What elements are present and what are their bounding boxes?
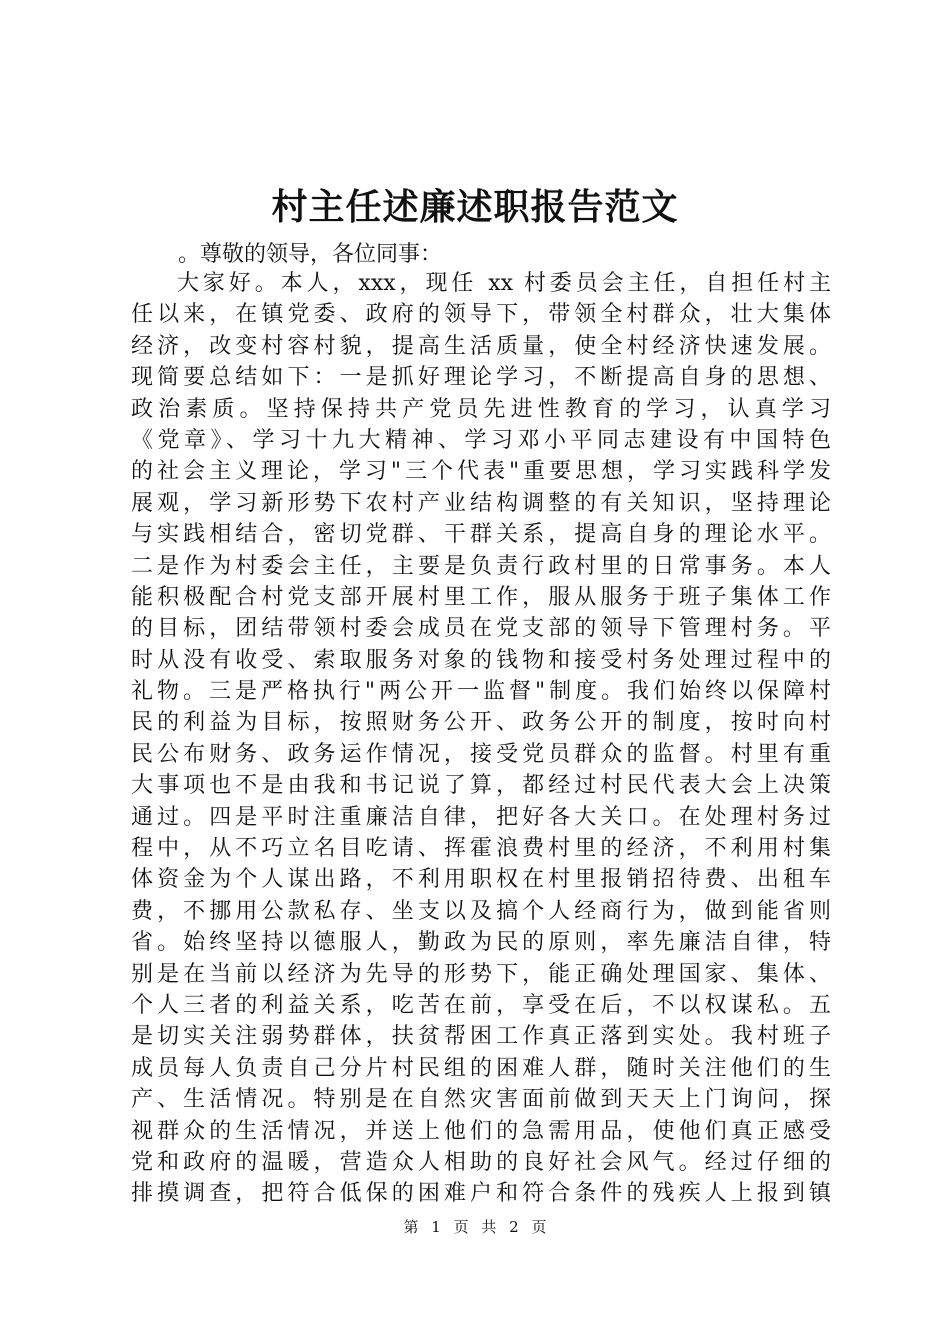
body-line: 别是在当前以经济为先导的形势下，能正确处理国家、集体、 xyxy=(131,961,831,987)
body-line: 的社会主义理论，学习"三个代表"重要思想，学习实践科学发 xyxy=(131,459,831,485)
page-number-footer: 第 1 页 共 2 页 xyxy=(403,1218,547,1236)
body-line: 通过。四是平时注重廉洁自律，把好各大关口。在处理村务过 xyxy=(131,804,831,830)
body-line: 个人三者的利益关系，吃苦在前，享受在后，不以权谋私。五 xyxy=(131,992,831,1018)
body-line: 产、生活情况。特别是在自然灾害面前做到天天上门询问，探 xyxy=(131,1087,831,1113)
document-title: 村主任述廉述职报告范文 xyxy=(271,186,679,228)
body-line: 能积极配合村党支部开展村里工作，服从服务于班子集体工作 xyxy=(131,584,831,610)
body-line: 的目标，团结带领村委会成员在党支部的领导下管理村务。平 xyxy=(131,616,831,642)
body-line: 经济，改变村容村貌，提高生活质量，使全村经济快速发展。 xyxy=(131,333,831,359)
body-paragraph xyxy=(131,268,831,1210)
body-line: 民的利益为目标，按照财务公开、政务公开的制度，按时向村 xyxy=(131,710,831,736)
body-line: 大事项也不是由我和书记说了算，都经过村民代表大会上决策 xyxy=(131,773,831,799)
body-line: 与实践相结合，密切党群、干群关系，提高自身的理论水平。 xyxy=(131,522,831,548)
body-line: 是切实关注弱势群体，扶贫帮困工作真正落到实处。我村班子 xyxy=(131,1024,831,1050)
body-line: 排摸调查，把符合低保的困难户和符合条件的残疾人上报到镇 xyxy=(131,1181,831,1207)
body-line: 党和政府的温暖，营造众人相助的良好社会风气。经过仔细的 xyxy=(131,1149,831,1175)
body-line: 展观，学习新形势下农村产业结构调整的有关知识，坚持理论 xyxy=(131,490,831,516)
body-line: 二是作为村委会主任，主要是负责行政村里的日常事务。本人 xyxy=(131,553,831,579)
body-line: 礼物。三是严格执行"两公开一监督"制度。我们始终以保障村 xyxy=(131,679,831,705)
body-line: 任以来，在镇党委、政府的领导下，带领全村群众，壮大集体 xyxy=(131,302,831,328)
body-line: 大家好。本人，xxx，现任 xx 村委员会主任，自担任村主 xyxy=(177,271,831,296)
body-line: 省。始终坚持以德服人，勤政为民的原则，率先廉洁自律，特 xyxy=(131,930,831,956)
greeting-line: 。尊敬的领导，各位同事： xyxy=(178,242,443,267)
body-line: 程中，从不巧立名目吃请、挥霍浪费村里的经济，不利用村集 xyxy=(131,836,831,862)
body-line: 政治素质。坚持保持共产党员先进性教育的学习，认真学习 xyxy=(131,396,831,422)
body-line: 体资金为个人谋出路，不利用职权在村里报销招待费、出租车 xyxy=(131,867,831,893)
body-line: 现简要总结如下：一是抓好理论学习，不断提高自身的思想、 xyxy=(131,365,831,391)
body-line: 费，不挪用公款私存、坐支以及搞个人经商行为，做到能省则 xyxy=(131,898,831,924)
body-line: 《党章》、学习十九大精神、学习邓小平同志建设有中国特色 xyxy=(131,427,831,453)
body-line: 民公布财务、政务运作情况，接受党员群众的监督。村里有重 xyxy=(131,741,831,767)
body-line: 视群众的生活情况，并送上他们的急需用品，使他们真正感受 xyxy=(131,1118,831,1144)
body-line: 时从没有收受、索取服务对象的钱物和接受村务处理过程中的 xyxy=(131,647,831,673)
body-line: 成员每人负责自己分片村民组的困难人群，随时关注他们的生 xyxy=(131,1055,831,1081)
